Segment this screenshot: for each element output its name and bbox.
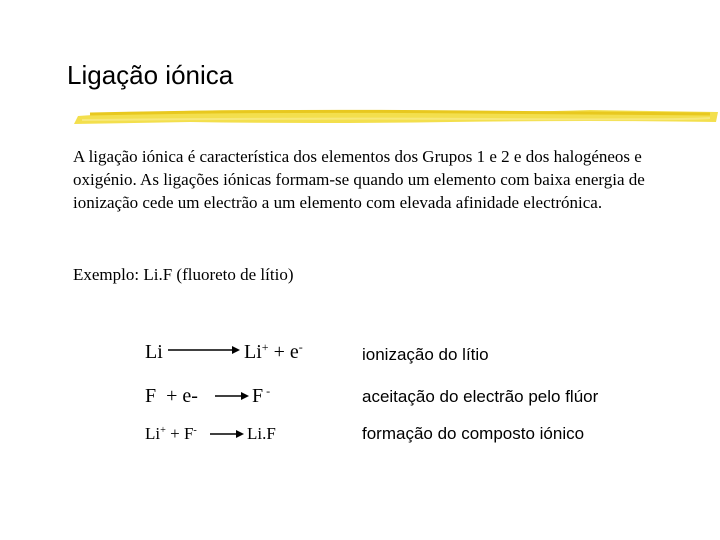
reaction-2-product	[252, 384, 270, 408]
reaction-3-product: Li.F	[247, 424, 276, 443]
intro-paragraph: A ligação iónica é característica dos elementos dos Grupos 1 e 2 e dos halogéneos e oxigénio. As ligações iónicas formam-se quando um elemento com baixa energia de ionização cede um electrão a um elemento com elevada afinidade electrónica.	[73, 147, 645, 212]
reaction-1-product-symbol: Li	[244, 341, 262, 363]
reaction-1-arrow-icon	[168, 344, 240, 356]
reaction-2-description: aceitação do electrão pelo flúor	[362, 387, 599, 406]
reaction-1-product	[244, 340, 303, 364]
reaction-1-description: ionização do lítio	[362, 345, 489, 364]
reaction-3-reactant-b-charge: -	[193, 424, 197, 436]
reaction-3-arrow-icon	[210, 428, 244, 440]
reaction-3-description: formação do composto iónico	[362, 424, 585, 443]
title-underline-brushstroke	[70, 102, 720, 130]
reaction-3-reactant-a-charge: +	[160, 424, 166, 436]
reaction-1-product-charge-2: -	[298, 339, 303, 354]
reaction-3-reactants	[145, 423, 197, 445]
reaction-1-product-charge: +	[261, 339, 269, 354]
reaction-3-reactant-a: Li	[145, 424, 161, 443]
reaction-3-reactant-b: + F	[165, 424, 194, 443]
reaction-2-arrow-icon	[215, 390, 249, 402]
reaction-2-reactant: F + e-	[145, 385, 198, 407]
reaction-1-product-rest: + e	[268, 341, 299, 363]
reaction-1-reactant: Li	[145, 341, 163, 363]
example-line: Exemplo: Li.F (fluoreto de lítio)	[73, 265, 294, 284]
reaction-2-product-symbol: F	[252, 385, 264, 407]
reaction-2-product-charge: -	[263, 383, 271, 398]
slide-title: Ligação iónica	[67, 60, 234, 90]
